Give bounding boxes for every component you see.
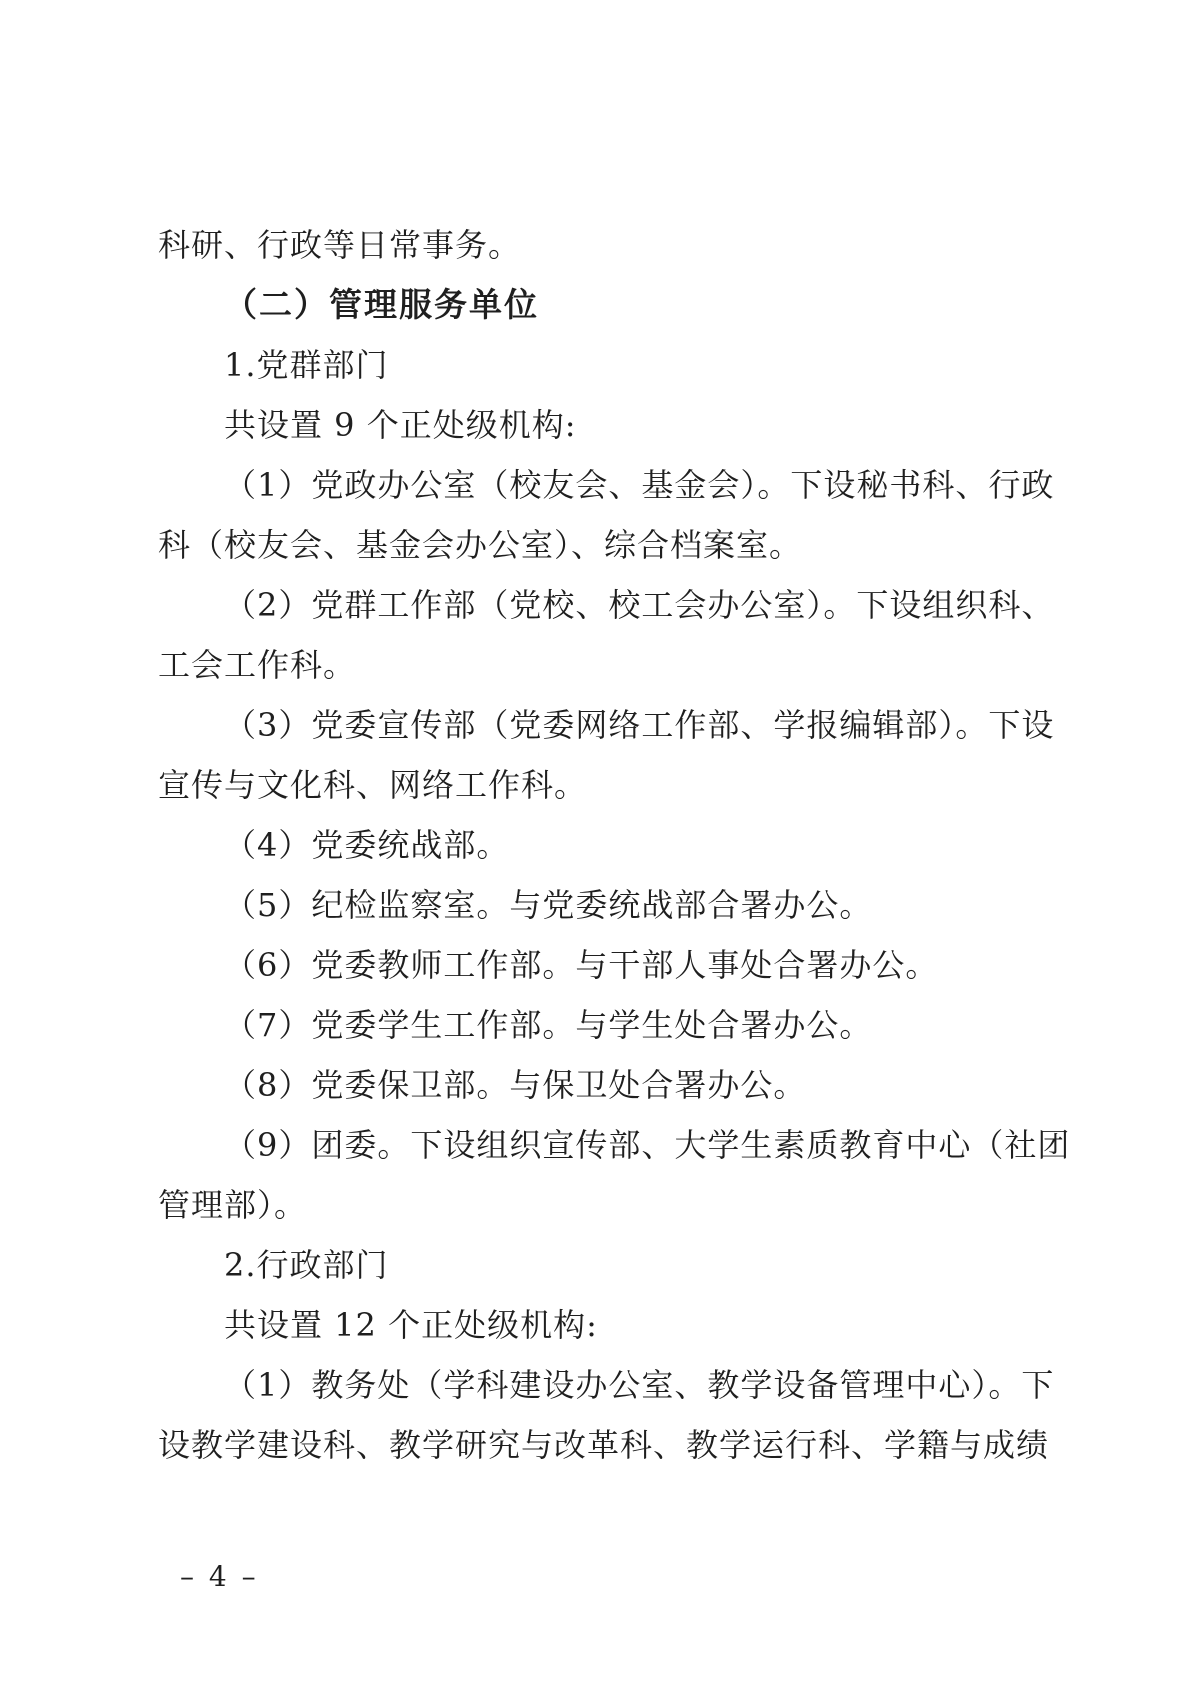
text-line-item1-b: 科（校友会、基金会办公室）、综合档案室。 [158,526,803,564]
text-line-item9-a: （9）团委。下设组织宣传部、大学生素质教育中心（社团 [224,1126,1071,1164]
text-line-item6: （6）党委教师工作部。与干部人事处合署办公。 [224,946,939,984]
document-body [158,215,1071,1475]
subsection-title-2: 2.行政部门 [224,1246,389,1284]
text-line-item3-a: （3）党委宣传部（党委网络工作部、学报编辑部）。下设 [224,706,1055,744]
text-line-count-9: 共设置 9 个正处级机构: [224,406,577,444]
text-line-count-12: 共设置 12 个正处级机构: [224,1306,598,1344]
text-line-admin1-b: 设教学建设科、教学研究与改革科、教学运行科、学籍与成绩 [158,1426,1050,1464]
text-line-item2-a: （2）党群工作部（党校、校工会办公室）。下设组织科、 [224,586,1055,624]
subsection-title-1: 1.党群部门 [224,346,389,384]
section-heading: （二）管理服务单位 [224,285,539,324]
text-line-item9-b: 管理部）。 [158,1186,308,1224]
page-number: – 4 – [180,1560,259,1593]
text-line-item1-a: （1）党政办公室（校友会、基金会）。下设秘书科、行政 [224,466,1055,504]
text-line-admin1-a: （1）教务处（学科建设办公室、教学设备管理中心）。下 [224,1366,1055,1404]
text-line-item7: （7）党委学生工作部。与学生处合署办公。 [224,1006,873,1044]
text-line-item2-b: 工会工作科。 [158,646,357,684]
text-line-item3-b: 宣传与文化科、网络工作科。 [158,766,588,804]
text-line-item8: （8）党委保卫部。与保卫处合署办公。 [224,1066,807,1104]
text-line-carryover: 科研、行政等日常事务。 [158,226,522,264]
text-line-item4: （4）党委统战部。 [224,826,510,864]
text-line-item5: （5）纪检监察室。与党委统战部合署办公。 [224,886,873,924]
